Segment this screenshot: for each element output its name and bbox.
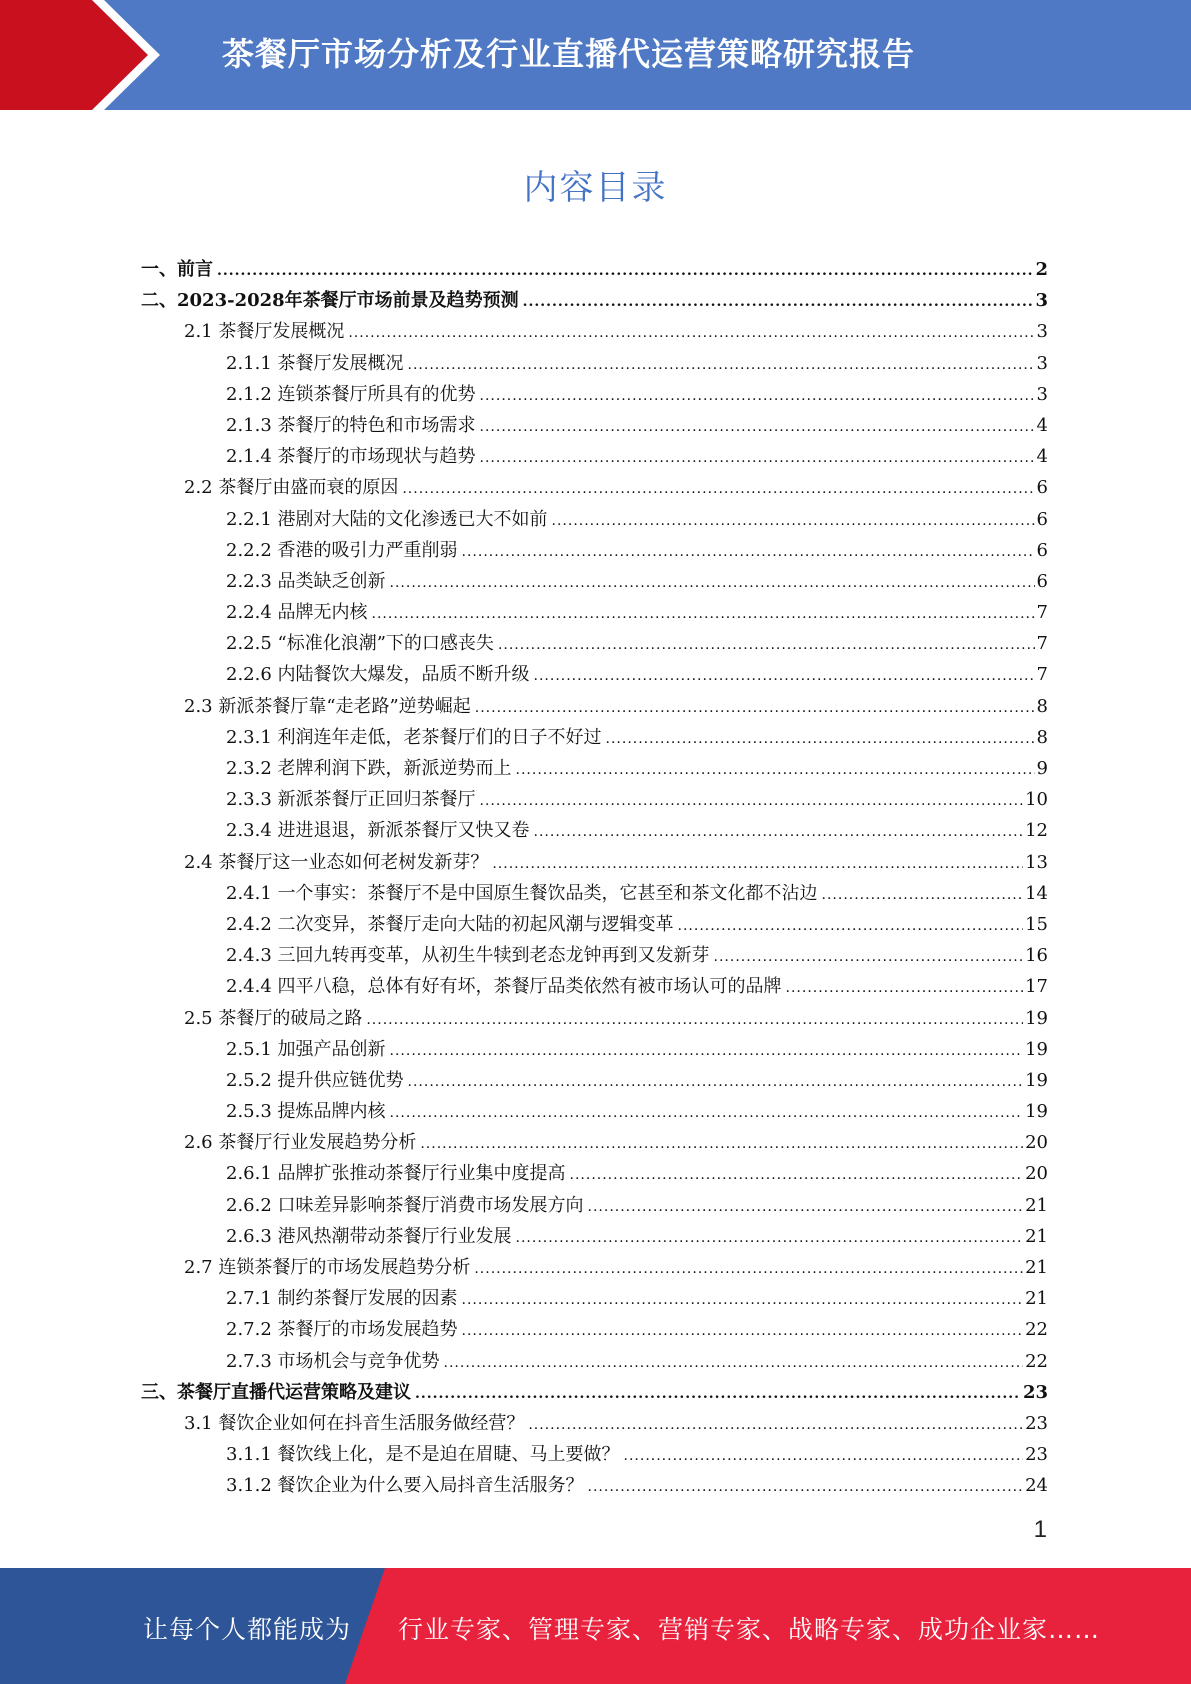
toc-entry[interactable] xyxy=(141,1158,1048,1189)
toc-leader-dots xyxy=(523,287,1034,318)
toc-entry-page: 3 xyxy=(1035,290,1048,312)
toc-leader-dots xyxy=(480,381,1035,412)
toc-entry[interactable] xyxy=(141,909,1048,940)
toc-entry[interactable] xyxy=(141,1346,1048,1377)
toc-leader-dots xyxy=(714,942,1024,973)
toc-leader-dots xyxy=(516,1223,1024,1254)
toc-entry-label: 2.1.4 茶餐厅的市场现状与趋势 xyxy=(226,446,476,468)
toc-entry-page: 19 xyxy=(1025,1101,1048,1123)
toc-entry-page: 6 xyxy=(1036,477,1048,499)
toc-leader-dots xyxy=(570,1160,1024,1191)
toc-entry-label: 2.2.3 品类缺乏创新 xyxy=(226,570,386,592)
toc-entry[interactable] xyxy=(141,504,1048,535)
toc-entry-page: 21 xyxy=(1025,1288,1048,1310)
toc-entry-page: 8 xyxy=(1036,726,1048,748)
toc-entry[interactable] xyxy=(141,847,1048,878)
footer-slogan-right: 行业专家、管理专家、营销专家、战略专家、成功企业家…… xyxy=(398,1615,1101,1644)
toc-leader-dots xyxy=(444,1348,1024,1379)
toc-entry-page: 21 xyxy=(1025,1225,1048,1247)
toc-leader-dots xyxy=(624,1441,1024,1472)
toc-entry-page: 9 xyxy=(1036,758,1048,779)
toc-leader-dots xyxy=(366,1005,1023,1036)
toc-entry-page: 10 xyxy=(1025,789,1048,811)
toc-entry-page: 23 xyxy=(1025,1412,1048,1434)
toc-entry-page: 23 xyxy=(1022,1381,1048,1403)
toc-entry[interactable] xyxy=(141,410,1048,441)
toc-entry[interactable] xyxy=(141,878,1048,909)
toc-leader-dots xyxy=(408,1067,1024,1098)
header-banner xyxy=(0,0,1191,110)
toc-entry-page: 12 xyxy=(1025,820,1048,842)
toc-leader-dots xyxy=(474,1254,1023,1285)
toc-entry-label: 2.4.3 三回九转再变革，从初生牛犊到老态龙钟再到又发新芽 xyxy=(226,945,710,967)
toc-entry-label: 2.5.1 加强产品创新 xyxy=(226,1038,386,1060)
toc-entry-label: 2.7.2 茶餐厅的市场发展趋势 xyxy=(226,1319,458,1341)
toc-entry-page: 6 xyxy=(1036,539,1048,561)
toc-entry[interactable] xyxy=(141,316,1048,347)
toc-entry[interactable] xyxy=(141,1283,1048,1314)
toc-entry-page: 4 xyxy=(1036,446,1048,468)
toc-leader-dots xyxy=(217,256,1033,287)
toc-entry-page: 19 xyxy=(1025,1069,1048,1091)
footer-slogan-left: 让每个人都能成为 xyxy=(143,1615,352,1644)
toc-entry-page: 2 xyxy=(1035,259,1048,280)
toc-entry[interactable] xyxy=(141,472,1048,503)
toc-entry-label: 2.7.3 市场机会与竞争优势 xyxy=(226,1350,440,1372)
toc-entry-label: 2.4 茶餐厅这一业态如何老树发新芽？ xyxy=(184,851,489,873)
toc-entry[interactable] xyxy=(141,1065,1048,1096)
toc-entry[interactable] xyxy=(141,441,1048,472)
toc-entry[interactable] xyxy=(141,1470,1048,1501)
toc-leader-dots xyxy=(372,599,1035,630)
toc-entry[interactable] xyxy=(141,1439,1048,1470)
toc-entry-label: 二、2023-2028年茶餐厅市场前景及趋势预测 xyxy=(141,290,519,312)
toc-leader-dots xyxy=(516,755,1035,786)
toc-entry-page: 6 xyxy=(1036,508,1048,530)
toc-entry-page: 3 xyxy=(1036,321,1048,343)
toc-entry-label: 2.6 茶餐厅行业发展趋势分析 xyxy=(184,1132,417,1154)
toc-entry-label: 2.4.4 四平八稳，总体有好有坏，茶餐厅品类依然有被市场认可的品牌 xyxy=(226,976,782,998)
footer-banner xyxy=(0,1568,1191,1684)
page-number: 1 xyxy=(1033,1516,1047,1543)
toc-leader-dots xyxy=(420,1129,1023,1160)
toc-entry-label: 2.3.3 新派茶餐厅正回归茶餐厅 xyxy=(226,789,476,811)
toc-leader-dots xyxy=(606,724,1035,755)
toc-leader-dots xyxy=(348,318,1034,349)
toc-entry[interactable] xyxy=(141,1127,1048,1158)
toc-entry-page: 19 xyxy=(1025,1007,1048,1029)
toc-entry[interactable] xyxy=(141,659,1048,690)
toc-entry-page: 21 xyxy=(1025,1257,1048,1278)
table-of-contents xyxy=(141,254,1048,1502)
toc-entry-label: 2.2.1 港剧对大陆的文化渗透已大不如前 xyxy=(226,508,548,530)
toc-entry-page: 6 xyxy=(1036,570,1048,592)
toc-entry-label: 2.4.1 一个事实：茶餐厅不是中国原生餐饮品类，它甚至和茶文化都不沾边 xyxy=(226,882,818,904)
toc-leader-dots xyxy=(480,786,1024,817)
toc-entry[interactable] xyxy=(141,628,1048,659)
toc-entry-page: 14 xyxy=(1025,882,1048,904)
toc-leader-dots xyxy=(822,880,1024,911)
toc-leader-dots xyxy=(498,630,1035,661)
toc-entry-label: 3.1.1 餐饮线上化，是不是迫在眉睫、马上要做？ xyxy=(226,1444,620,1466)
toc-entry-page: 3 xyxy=(1036,383,1048,405)
toc-entry-page: 21 xyxy=(1025,1194,1048,1216)
toc-entry-label: 2.2.6 内陆餐饮大爆发，品质不断升级 xyxy=(226,664,530,686)
toc-entry[interactable] xyxy=(141,784,1048,815)
toc-leader-dots xyxy=(552,506,1035,537)
toc-entry-page: 23 xyxy=(1025,1444,1048,1466)
toc-entry[interactable] xyxy=(141,971,1048,1002)
toc-leader-dots xyxy=(462,1316,1024,1347)
toc-entry[interactable] xyxy=(141,1096,1048,1127)
toc-entry[interactable] xyxy=(141,753,1048,784)
toc-entry-label: 2.5.3 提炼品牌内核 xyxy=(226,1101,386,1123)
toc-entry-label: 2.1.3 茶餐厅的特色和市场需求 xyxy=(226,414,476,436)
toc-entry-label: 2.6.2 口味差异影响茶餐厅消费市场发展方向 xyxy=(226,1194,584,1216)
toc-leader-dots xyxy=(462,537,1035,568)
toc-entry-page: 17 xyxy=(1025,976,1048,998)
toc-entry[interactable] xyxy=(141,1408,1048,1439)
toc-entry-page: 8 xyxy=(1036,695,1048,717)
toc-leader-dots xyxy=(480,443,1035,474)
toc-entry[interactable] xyxy=(141,566,1048,597)
toc-leader-dots xyxy=(588,1472,1024,1503)
toc-entry-page: 3 xyxy=(1036,352,1048,374)
toc-entry-label: 2.7 连锁茶餐厅的市场发展趋势分析 xyxy=(184,1257,471,1278)
toc-entry-label: 2.3.4 进进退退，新派茶餐厅又快又卷 xyxy=(226,820,530,842)
toc-entry-label: 3.1 餐饮企业如何在抖音生活服务做经营？ xyxy=(184,1412,525,1434)
toc-entry-page: 7 xyxy=(1036,664,1048,686)
toc-entry-label: 一、前言 xyxy=(141,259,213,280)
toc-leader-dots xyxy=(402,474,1034,505)
toc-leader-dots xyxy=(534,817,1024,848)
toc-entry[interactable] xyxy=(141,1377,1048,1408)
toc-entry[interactable] xyxy=(141,254,1048,285)
toc-entry-label: 2.2 茶餐厅由盛而衰的原因 xyxy=(184,477,399,499)
toc-entry-page: 4 xyxy=(1036,414,1048,436)
toc-entry-label: 2.6.3 港风热潮带动茶餐厅行业发展 xyxy=(226,1225,512,1247)
toc-leader-dots xyxy=(408,350,1035,381)
toc-entry[interactable] xyxy=(141,285,1048,316)
toc-entry-page: 22 xyxy=(1025,1319,1048,1341)
toc-leader-dots xyxy=(678,911,1024,942)
toc-entry[interactable] xyxy=(141,722,1048,753)
toc-leader-dots xyxy=(588,1192,1024,1223)
toc-leader-dots xyxy=(786,973,1024,1004)
toc-entry-label: 2.2.4 品牌无内核 xyxy=(226,602,368,624)
toc-entry[interactable] xyxy=(141,940,1048,971)
toc-entry-label: 2.5 茶餐厅的破局之路 xyxy=(184,1007,363,1029)
toc-entry-page: 13 xyxy=(1025,851,1048,873)
toc-leader-dots xyxy=(390,1098,1024,1129)
toc-entry-label: 2.5.2 提升供应链优势 xyxy=(226,1069,404,1091)
toc-entry[interactable] xyxy=(141,1314,1048,1345)
toc-entry[interactable] xyxy=(141,691,1048,722)
toc-leader-dots xyxy=(534,661,1035,692)
toc-entry-label: 三、茶餐厅直播代运营策略及建议 xyxy=(141,1381,411,1403)
toc-entry[interactable] xyxy=(141,1252,1048,1283)
toc-entry-page: 20 xyxy=(1025,1163,1048,1185)
toc-entry-page: 16 xyxy=(1025,945,1048,967)
toc-entry-label: 2.1.1 茶餐厅发展概况 xyxy=(226,352,404,374)
toc-entry[interactable] xyxy=(141,535,1048,566)
toc-entry-label: 2.7.1 制约茶餐厅发展的因素 xyxy=(226,1288,458,1310)
toc-entry-page: 22 xyxy=(1025,1350,1048,1372)
toc-leader-dots xyxy=(390,568,1035,599)
toc-leader-dots xyxy=(480,412,1035,443)
toc-entry-page: 7 xyxy=(1036,633,1048,655)
toc-entry-page: 7 xyxy=(1036,602,1048,624)
toc-entry[interactable] xyxy=(141,348,1048,379)
toc-entry-label: 2.1 茶餐厅发展概况 xyxy=(184,321,345,343)
toc-entry[interactable] xyxy=(141,1034,1048,1065)
toc-entry-label: 3.1.2 餐饮企业为什么要入局抖音生活服务？ xyxy=(226,1475,584,1497)
toc-leader-dots xyxy=(475,693,1035,724)
toc-entry-label: 2.2.5 “标准化浪潮”下的口感丧失 xyxy=(226,633,494,655)
toc-entry-label: 2.4.2 二次变异，茶餐厅走向大陆的初起风潮与逻辑变革 xyxy=(226,913,674,935)
report-title: 茶餐厅市场分析及行业直播代运营策略研究报告 xyxy=(222,35,916,73)
toc-entry[interactable] xyxy=(141,597,1048,628)
toc-entry-page: 20 xyxy=(1025,1132,1048,1154)
toc-leader-dots xyxy=(462,1285,1024,1316)
toc-entry[interactable] xyxy=(141,1190,1048,1221)
toc-entry-label: 2.3 新派茶餐厅靠“走老路”逆势崛起 xyxy=(184,695,471,717)
toc-entry-page: 15 xyxy=(1025,913,1048,935)
toc-entry[interactable] xyxy=(141,379,1048,410)
toc-entry-label: 2.1.2 连锁茶餐厅所具有的优势 xyxy=(226,383,476,405)
toc-entry-page: 24 xyxy=(1025,1475,1048,1497)
toc-leader-dots xyxy=(492,849,1023,880)
toc-entry[interactable] xyxy=(141,1221,1048,1252)
toc-heading: 内容目录 xyxy=(523,168,668,208)
toc-entry-label: 2.2.2 香港的吸引力严重削弱 xyxy=(226,539,458,561)
toc-entry-label: 2.6.1 品牌扩张推动茶餐厅行业集中度提高 xyxy=(226,1163,566,1185)
toc-entry-label: 2.3.2 老牌利润下跌，新派逆势而上 xyxy=(226,758,512,779)
toc-entry-page: 19 xyxy=(1025,1038,1048,1060)
toc-entry-label: 2.3.1 利润连年走低，老茶餐厅们的日子不好过 xyxy=(226,726,602,748)
toc-entry[interactable] xyxy=(141,1003,1048,1034)
toc-leader-dots xyxy=(415,1379,1021,1410)
toc-leader-dots xyxy=(390,1036,1024,1067)
toc-leader-dots xyxy=(528,1410,1023,1441)
toc-entry[interactable] xyxy=(141,815,1048,846)
